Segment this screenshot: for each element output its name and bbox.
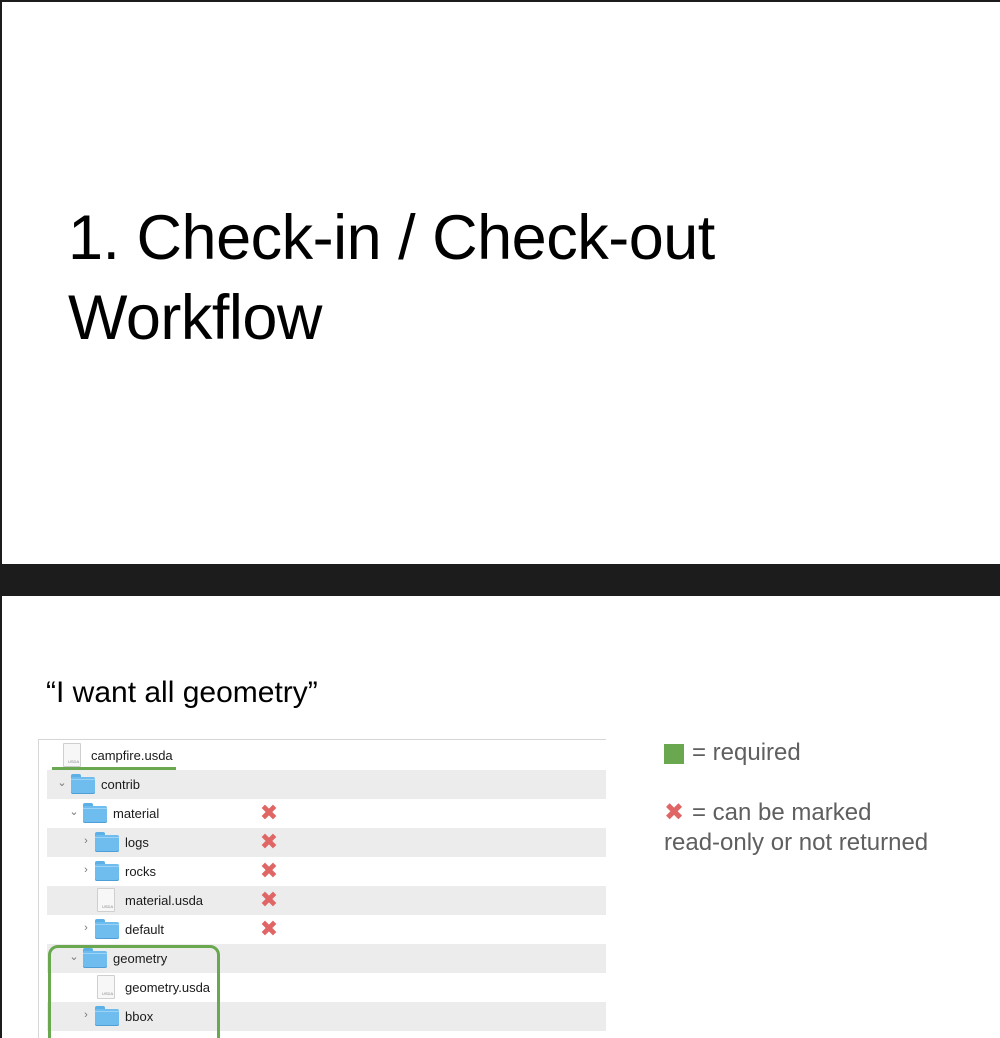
item-name: geometry	[113, 951, 168, 966]
item-name: campfire.usda	[91, 748, 173, 763]
chevron-right-icon[interactable]: ›	[84, 1009, 88, 1021]
browser-divider	[38, 739, 606, 740]
title-line-1: 1. Check-in / Check-out	[68, 203, 715, 273]
folder-icon	[83, 803, 107, 823]
item-name: contrib	[101, 777, 141, 792]
folder-icon	[95, 832, 119, 852]
chevron-down-icon[interactable]: ⌄	[57, 777, 67, 789]
item-name: material	[113, 806, 160, 821]
folder-row[interactable]	[47, 828, 606, 857]
item-name: default	[125, 922, 165, 937]
legend-required-label: = required	[692, 739, 801, 766]
x-mark-icon: ✖	[259, 859, 279, 884]
document-icon: USDA	[61, 743, 83, 767]
item-name: logs	[125, 835, 149, 850]
folder-icon	[71, 774, 95, 794]
item-name: rocks	[125, 864, 157, 879]
document-icon: USDA	[95, 975, 117, 999]
x-mark-icon: ✖	[259, 917, 279, 942]
x-mark-icon: ✖	[259, 801, 279, 826]
folder-icon	[95, 919, 119, 939]
required-swatch	[664, 744, 684, 764]
folder-row[interactable]	[47, 799, 606, 828]
item-name: geometry.usda	[125, 980, 211, 995]
folder-row[interactable]	[47, 770, 606, 799]
file-browser	[38, 739, 606, 1038]
document-icon: USDA	[95, 888, 117, 912]
file-row[interactable]	[47, 741, 606, 770]
item-name: bbox	[125, 1009, 154, 1024]
folder-icon	[95, 861, 119, 881]
legend-marked-label: = can be marked	[692, 799, 872, 826]
browser-divider	[38, 739, 39, 1038]
slide-geometry	[0, 596, 1000, 1038]
chevron-right-icon[interactable]: ›	[84, 864, 88, 876]
quote-text: “I want all geometry”	[46, 676, 318, 709]
chevron-right-icon[interactable]: ›	[84, 922, 88, 934]
chevron-down-icon[interactable]: ⌄	[69, 951, 79, 963]
file-row[interactable]	[47, 886, 606, 915]
legend-marked-label-line2: read-only or not returned	[664, 829, 929, 856]
title-line-2: Workflow	[68, 283, 322, 353]
x-mark-icon: ✖	[663, 798, 685, 826]
x-mark-icon: ✖	[259, 830, 279, 855]
folder-row[interactable]	[47, 857, 606, 886]
chevron-down-icon[interactable]: ⌄	[69, 806, 79, 818]
item-name: material.usda	[125, 893, 204, 908]
chevron-right-icon[interactable]: ›	[84, 835, 88, 847]
required-underline	[52, 767, 176, 770]
folder-row[interactable]	[47, 915, 606, 944]
required-highlight-box	[48, 945, 220, 1038]
x-mark-icon: ✖	[259, 888, 279, 913]
slide-title-text	[68, 198, 968, 358]
